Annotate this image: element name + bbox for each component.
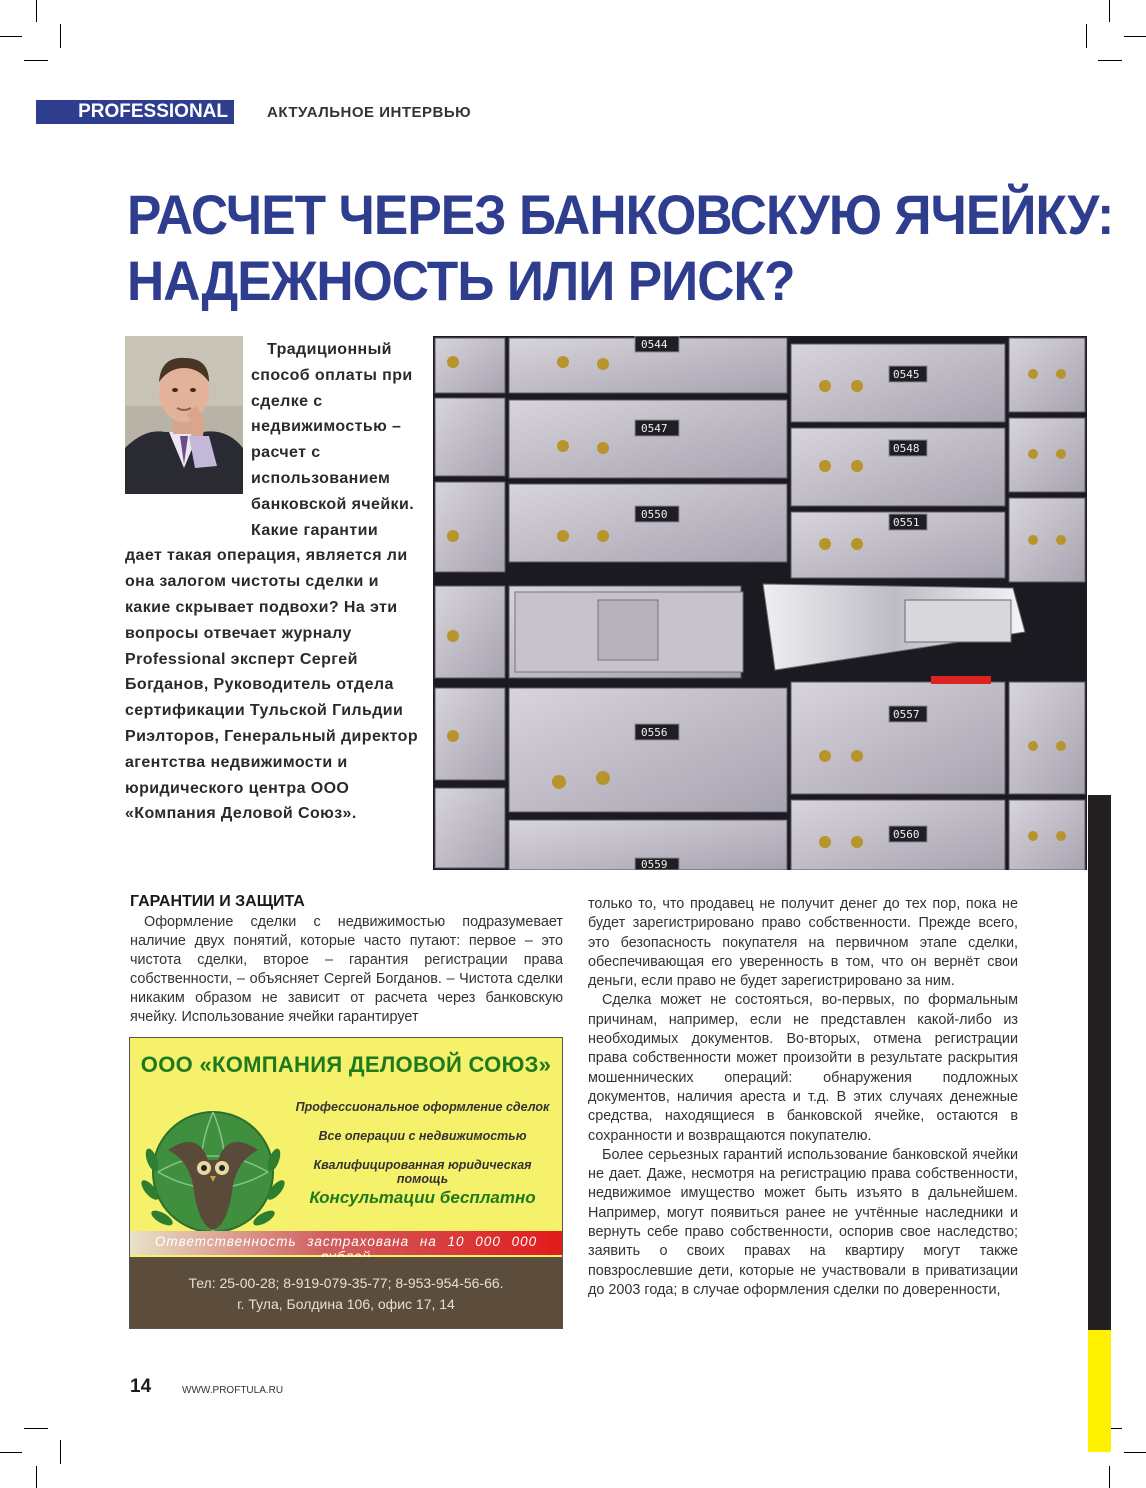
box-number: 0548	[893, 442, 920, 455]
company-advertisement	[129, 1037, 563, 1329]
box-number: 0557	[893, 708, 920, 721]
ad-insurance-text: Ответственность застрахована на 10 000 000	[154, 1234, 538, 1249]
crop-mark	[1086, 24, 1087, 48]
side-color-bar-yellow	[1088, 1330, 1111, 1452]
crop-mark	[1124, 1452, 1146, 1453]
ad-title: ООО «КОМПАНИЯ ДЕЛОВОЙ СОЮЗ»	[140, 1052, 552, 1077]
box-number: 0556	[641, 726, 668, 739]
crop-mark	[1124, 36, 1146, 37]
safe-deposit-boxes-photo	[433, 336, 1087, 870]
body-paragraph: Сделка может не состояться, во-первых, по формальным причинам, например, если не представлен какой-либо из необходимых документов. Во-вторых, отмена регистрации права собственности может произойти в результате раскрытия мошеннических операций: обнаружения подложных документов, наличия ареста и т.д. В этих случаях денежные средства, находящиеся в банковской ячейке, остаются в сохранности и возвращаются покупателю.	[588, 992, 1018, 1144]
box-number: 0559	[641, 858, 668, 870]
crop-mark	[24, 1428, 48, 1429]
crop-mark	[1109, 1466, 1110, 1488]
rubric: АКТУАЛЬНОЕ ИНТЕРВЬЮ	[267, 104, 472, 121]
crop-mark	[0, 36, 22, 37]
left-column	[130, 913, 563, 1027]
subheading: ГАРАНТИИ И ЗАЩИТА	[130, 893, 305, 910]
box-number: 0551	[893, 516, 920, 529]
crop-mark	[60, 24, 61, 48]
crop-mark	[36, 0, 37, 22]
ad-service-line: Все операции с недвижимостью	[318, 1129, 527, 1143]
ad-consultation: Консультации бесплатно	[309, 1188, 536, 1207]
crop-mark	[60, 1440, 61, 1464]
crop-mark	[1109, 0, 1110, 22]
ad-phones: Тел: 25-00-28; 8-919-079-35-77; 8-953-954-56-66.	[188, 1275, 504, 1291]
box-number: 0550	[641, 508, 668, 521]
box-number: 0547	[641, 422, 668, 435]
ad-service-line: Квалифицированная юридическая помощь	[313, 1158, 532, 1186]
crop-mark	[0, 1452, 22, 1453]
body-paragraph: только то, что продавец не получит денег до тех пор, пока не будет зарегистрировано право собственности. Прежде всего, это безопасность покупателя на первичном этапе сделки, обеспечивающая его уверенность в том, что он вернёт свои деньги, если право не будет зарегистрировано за ним.	[588, 896, 1018, 990]
headline-line-1: РАСЧЕТ ЧЕРЕЗ БАНКОВСКУЮ ЯЧЕЙКУ:	[127, 183, 1114, 246]
section-label: PROFESSIONAL	[36, 100, 234, 124]
box-number: 0545	[893, 368, 920, 381]
headline	[127, 182, 1114, 314]
crop-mark	[24, 60, 48, 61]
body-paragraph: Оформление сделки с недвижимостью подразумевает наличие двух понятий, которые часто путают: первое – это чистота сделки, второе – гарантия регистрации права собственности, – объясняет Сергей Богданов. – Чистота сделки никаким образом не зависит от расчета через банковскую ячейку. Использование ячейки гарантирует	[130, 914, 563, 1025]
lead-paragraph	[125, 337, 420, 827]
headline-line-2: НАДЕЖНОСТЬ ИЛИ РИСК?	[127, 249, 795, 312]
ad-service-line: Профессиональное оформление сделок	[295, 1100, 550, 1114]
box-number: 0560	[893, 828, 920, 841]
page-number: 14	[130, 1376, 152, 1397]
right-column	[588, 895, 1018, 1300]
website-url: WWW.PROFTULA.RU	[182, 1385, 284, 1396]
lead-text: Традиционный способ оплаты при сделке с недвижимостью – расчет с использованием банковской ячейки. Какие гарантии дает такая операция, является ли она залогом чистоты сделки и какие скрывает подвохи? На эти вопросы отвечает журналу Professional эксперт Сергей Богданов, Руководитель отдела сертификации Тульской Гильдии Риэлторов, Генеральный директор агентства недвижимости и юридического центра ООО «Компания Деловой Союз».	[125, 341, 419, 823]
ad-address: г. Тула, Болдина 106, офис 17, 14	[237, 1296, 455, 1312]
crop-mark	[1098, 60, 1122, 61]
crop-mark	[36, 1466, 37, 1488]
side-color-bar-dark	[1088, 795, 1111, 1330]
box-number: 0544	[641, 338, 668, 351]
ad-contact-panel	[130, 1257, 562, 1329]
body-paragraph: Более серьезных гарантий использование банковской ячейки не дает. Даже, несмотря на регистрацию права собственности, недвижимое имущество может быть изъято в дальнейшем. Например, могут появиться ранее не учтённые наследники и вернуть себе право собственности, оспорив свое наследство; заявить о своих правах на квартиру могут также повзрослевшие дети, которые не участвовали в приватизации до 2003 года; в случае оформления сделки по доверенности,	[588, 1146, 1018, 1298]
